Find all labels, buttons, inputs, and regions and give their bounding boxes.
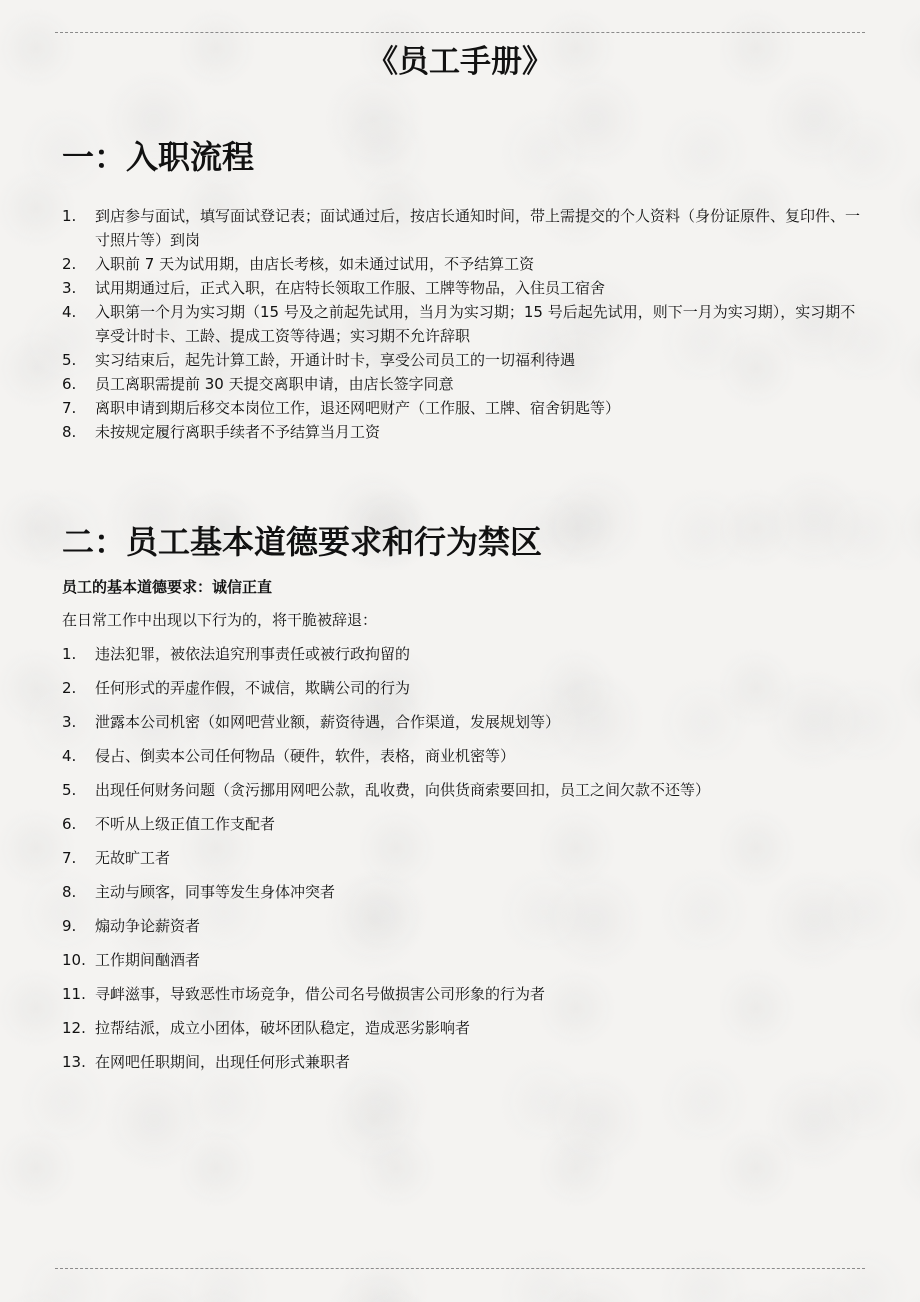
item-number: 1. xyxy=(62,645,77,663)
list-item xyxy=(62,676,862,710)
item-number: 5. xyxy=(62,781,77,799)
item-text: 主动与顾客，同事等发生身体冲突者 xyxy=(95,883,336,901)
item-number: 13. xyxy=(62,1053,86,1071)
item-text: 入职前 7 天为试用期，由店长考核，如未通过试用，不予结算工资 xyxy=(95,255,535,273)
prohibited-behaviors-list xyxy=(62,642,862,1084)
moral-requirement-subheading: 员工的基本道德要求：诚信正直 xyxy=(62,578,273,596)
item-number: 2. xyxy=(62,679,77,697)
item-number: 9. xyxy=(62,917,77,935)
item-number: 7. xyxy=(62,849,77,867)
list-item xyxy=(62,348,862,372)
list-item xyxy=(62,812,862,846)
list-item xyxy=(62,420,862,444)
item-text: 员工离职需提前 30 天提交离职申请，由店长签字同意 xyxy=(95,375,454,393)
item-text: 试用期通过后，正式入职，在店特长领取工作服、工牌等物品，入住员工宿舍 xyxy=(95,279,606,297)
document-title: 《员工手册》 xyxy=(367,44,553,80)
list-item xyxy=(62,396,862,420)
list-item xyxy=(62,710,862,744)
item-text: 出现任何财务问题（贪污挪用网吧公款，乱收费，向供货商索要回扣，员工之间欠款不还等） xyxy=(95,781,711,799)
item-number: 3. xyxy=(62,279,77,297)
item-text: 寻衅滋事，导致恶性市场竞争，借公司名号做损害公司形象的行为者 xyxy=(95,985,546,1003)
item-text: 到店参与面试，填写面试登记表；面试通过后，按店长通知时间，带上需提交的个人资料（身份证原件、复印件、一寸照片等）到岗 xyxy=(95,207,861,249)
list-item xyxy=(62,778,862,812)
section-2-heading: 二：员工基本道德要求和行为禁区 xyxy=(62,523,543,561)
item-text: 侵占、倒卖本公司任何物品（硬件，软件，表格，商业机密等） xyxy=(95,747,516,765)
item-text: 拉帮结派，成立小团体，破坏团队稳定，造成恶劣影响者 xyxy=(95,1019,471,1037)
list-item xyxy=(62,982,862,1016)
bottom-dashed-divider xyxy=(55,1268,865,1269)
item-number: 11. xyxy=(62,985,86,1003)
item-number: 6. xyxy=(62,815,77,833)
item-text: 未按规定履行离职手续者不予结算当月工资 xyxy=(95,423,381,441)
section-1-heading: 一：入职流程 xyxy=(62,138,255,176)
item-number: 12. xyxy=(62,1019,86,1037)
list-item xyxy=(62,1050,862,1084)
item-text: 不听从上级正值工作支配者 xyxy=(95,815,276,833)
item-number: 5. xyxy=(62,351,77,369)
item-text: 泄露本公司机密（如网吧营业额，薪资待遇，合作渠道，发展规划等） xyxy=(95,713,561,731)
item-number: 8. xyxy=(62,883,77,901)
list-item xyxy=(62,948,862,982)
list-item xyxy=(62,744,862,778)
item-text: 煽动争论薪资者 xyxy=(95,917,201,935)
item-text: 工作期间酗酒者 xyxy=(95,951,201,969)
item-number: 10. xyxy=(62,951,86,969)
onboarding-process-list xyxy=(62,204,862,444)
list-item xyxy=(62,880,862,914)
item-number: 8. xyxy=(62,423,77,441)
item-number: 4. xyxy=(62,303,77,321)
item-text: 违法犯罪，被依法追究刑事责任或被行政拘留的 xyxy=(95,645,411,663)
list-item xyxy=(62,300,862,348)
list-item xyxy=(62,642,862,676)
list-item xyxy=(62,914,862,948)
item-number: 3. xyxy=(62,713,77,731)
item-number: 4. xyxy=(62,747,77,765)
top-dashed-divider xyxy=(55,32,865,33)
list-item xyxy=(62,252,862,276)
list-item xyxy=(62,846,862,880)
list-item xyxy=(62,372,862,396)
item-number: 2. xyxy=(62,255,77,273)
list-item xyxy=(62,276,862,300)
list-item xyxy=(62,1016,862,1050)
item-text: 离职申请到期后移交本岗位工作，退还网吧财产（工作服、工牌、宿舍钥匙等） xyxy=(95,399,621,417)
item-text: 实习结束后，起先计算工龄，开通计时卡，享受公司员工的一切福利待遇 xyxy=(95,351,576,369)
item-text: 在网吧任职期间，出现任何形式兼职者 xyxy=(95,1053,351,1071)
item-number: 1. xyxy=(62,207,77,225)
item-number: 6. xyxy=(62,375,77,393)
item-text: 任何形式的弄虚作假，不诚信，欺瞒公司的行为 xyxy=(95,679,411,697)
list-item xyxy=(62,204,862,252)
item-number: 7. xyxy=(62,399,77,417)
item-text: 无故旷工者 xyxy=(95,849,171,867)
item-text: 入职第一个月为实习期（15 号及之前起先试用，当月为实习期；15 号后起先试用，则下一月为实习期），实习期不享受计时卡、工龄、提成工资等待遇；实习期不允许辞职 xyxy=(95,303,856,345)
dismissal-intro-text: 在日常工作中出现以下行为的，将干脆被辞退： xyxy=(62,611,378,629)
